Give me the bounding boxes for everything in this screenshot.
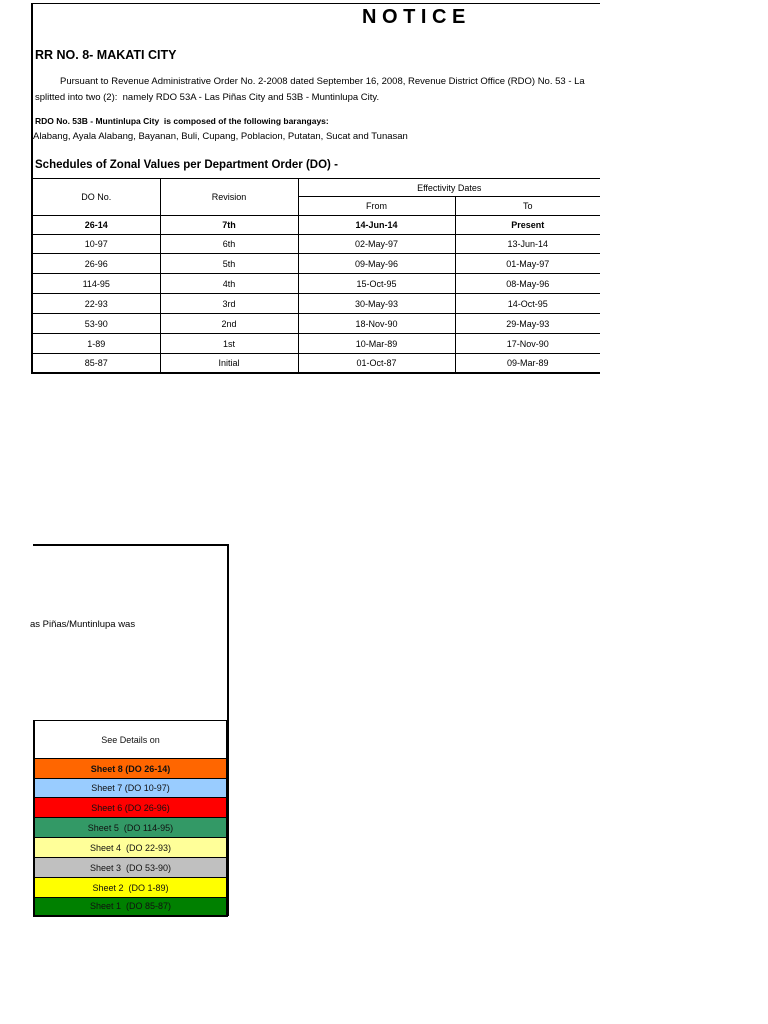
- cell-to: Present: [455, 216, 600, 235]
- sheet-8-entry: Sheet 8 (DO 26-14): [34, 759, 227, 779]
- cell-to: 13-Jun-14: [455, 235, 600, 254]
- sheet-index-table: [33, 720, 228, 917]
- cell-do-no: 53-90: [33, 314, 160, 334]
- barangay-list: Alabang, Ayala Alabang, Bayanan, Buli, Cupang, Poblacion, Putatan, Sucat and Tunasan: [33, 131, 408, 142]
- schedule-heading: Schedules of Zonal Values per Department Order (DO) -: [35, 159, 338, 171]
- notice-paragraph-line: splitted into two (2): namely RDO 53A - Las Piñas City and 53B - Muntinlupa City.: [35, 92, 380, 103]
- table-row: [33, 314, 600, 334]
- cell-to: 17-Nov-90: [455, 334, 600, 354]
- cell-revision: 3rd: [160, 294, 298, 314]
- header-row: [33, 179, 600, 197]
- cell-from: 14-Jun-14: [298, 216, 455, 235]
- notice-paragraph-line: Pursuant to Revenue Administrative Order No. 2-2008 dated September 16, 2008, Revenue District Office (RDO) No. 53 - La: [60, 76, 585, 87]
- notice-title: N O T I C E: [362, 6, 466, 28]
- sheet-row: [34, 838, 227, 858]
- cell-to: 08-May-96: [455, 274, 600, 294]
- table-row: [33, 254, 600, 274]
- cell-do-no: 26-14: [33, 216, 160, 235]
- sheet-row: [34, 759, 227, 779]
- cell-do-no: 114-95: [33, 274, 160, 294]
- cell-revision: 1st: [160, 334, 298, 354]
- cell-from: 02-May-97: [298, 235, 455, 254]
- cell-to: 29-May-93: [455, 314, 600, 334]
- notice-box: [31, 3, 600, 374]
- column-header-do-no: DO No.: [33, 179, 160, 216]
- sheet-row: [34, 818, 227, 838]
- cell-revision: 6th: [160, 235, 298, 254]
- sheet-2-entry: Sheet 2 (DO 1-89): [34, 878, 227, 898]
- sheet-1-entry: Sheet 1 (DO 85-87): [34, 898, 227, 916]
- column-header-from: From: [298, 197, 455, 216]
- cell-revision: 2nd: [160, 314, 298, 334]
- zonal-values-table: [33, 178, 600, 374]
- sheet-row: [34, 858, 227, 878]
- table-row: [33, 294, 600, 314]
- column-header-effectivity-dates: Effectivity Dates: [298, 179, 600, 197]
- cell-do-no: 1-89: [33, 334, 160, 354]
- see-details-label: See Details on: [34, 721, 227, 759]
- cell-to: 09-Mar-89: [455, 354, 600, 373]
- cell-revision: 4th: [160, 274, 298, 294]
- sheet-5-entry: Sheet 5 (DO 114-95): [34, 818, 227, 838]
- cell-do-no: 10-97: [33, 235, 160, 254]
- table-row: [33, 216, 600, 235]
- table-row: [33, 334, 600, 354]
- sheet-row: [34, 878, 227, 898]
- cell-revision: Initial: [160, 354, 298, 373]
- table-row: [33, 235, 600, 254]
- cell-from: 01-Oct-87: [298, 354, 455, 373]
- table-row: [33, 354, 600, 373]
- sheet-row: [34, 779, 227, 798]
- cell-do-no: 26-96: [33, 254, 160, 274]
- cell-do-no: 85-87: [33, 354, 160, 373]
- sheet-row: [34, 898, 227, 916]
- sheet-7-entry: Sheet 7 (DO 10-97): [34, 779, 227, 798]
- cell-do-no: 22-93: [33, 294, 160, 314]
- cell-from: 09-May-96: [298, 254, 455, 274]
- panel-top-border: [33, 544, 229, 546]
- sheet-6-entry: Sheet 6 (DO 26-96): [34, 798, 227, 818]
- sheet-3-entry: Sheet 3 (DO 53-90): [34, 858, 227, 878]
- cell-from: 15-Oct-95: [298, 274, 455, 294]
- cell-from: 30-May-93: [298, 294, 455, 314]
- table-row: [33, 274, 600, 294]
- region-heading: RR NO. 8- MAKATI CITY: [35, 48, 177, 62]
- column-header-to: To: [455, 197, 600, 216]
- column-header-revision: Revision: [160, 179, 298, 216]
- continuation-text: as Piñas/Muntinlupa was: [30, 619, 136, 630]
- see-details-row: [34, 721, 227, 759]
- sheet-row: [34, 798, 227, 818]
- cell-to: 14-Oct-95: [455, 294, 600, 314]
- cell-to: 01-May-97: [455, 254, 600, 274]
- cell-from: 18-Nov-90: [298, 314, 455, 334]
- cell-from: 10-Mar-89: [298, 334, 455, 354]
- cell-revision: 5th: [160, 254, 298, 274]
- cell-revision: 7th: [160, 216, 298, 235]
- rdo-heading: RDO No. 53B - Muntinlupa City is composed of the following barangays:: [35, 116, 329, 126]
- sheet-4-entry: Sheet 4 (DO 22-93): [34, 838, 227, 858]
